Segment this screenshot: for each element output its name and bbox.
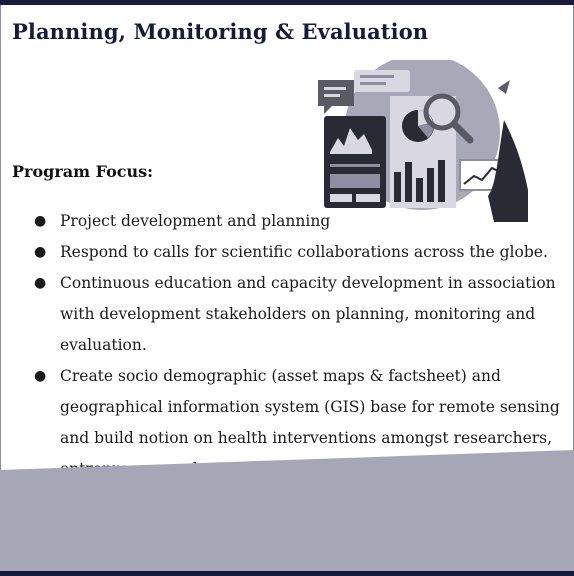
bullet-icon: ● — [34, 275, 47, 291]
bullet-icon: ● — [34, 368, 47, 384]
bullet-icon: ● — [34, 244, 47, 260]
cursor-arrow-icon — [498, 80, 510, 94]
list-item — [30, 237, 560, 268]
program-focus-list — [30, 206, 560, 485]
bar-chart-icon — [394, 172, 401, 202]
list-item — [30, 206, 560, 237]
list-item-text: Continuous education and capacity development in association with development stakeholders on planning, monitoring and evaluation. — [60, 274, 556, 354]
footer-band — [0, 448, 574, 571]
analytics-report-illustration — [310, 60, 534, 225]
top-border-bar — [0, 0, 574, 5]
bullet-icon: ● — [34, 213, 47, 229]
list-item — [30, 268, 560, 361]
list-item-text: Respond to calls for scientific collaborations across the globe. — [60, 243, 548, 261]
page-title: Planning, Monitoring & Evaluation — [12, 19, 429, 44]
section-heading: Program Focus: — [12, 162, 154, 181]
list-item-text: Create socio demographic (asset maps & factsheet) and geographical information system (GIS) base for remote sensing and build notion on health interventions amongst researchers, — [60, 367, 560, 447]
list-item-text: Project development and planning — [60, 212, 331, 230]
bottom-border-bar — [0, 571, 574, 576]
message-card — [354, 70, 410, 92]
